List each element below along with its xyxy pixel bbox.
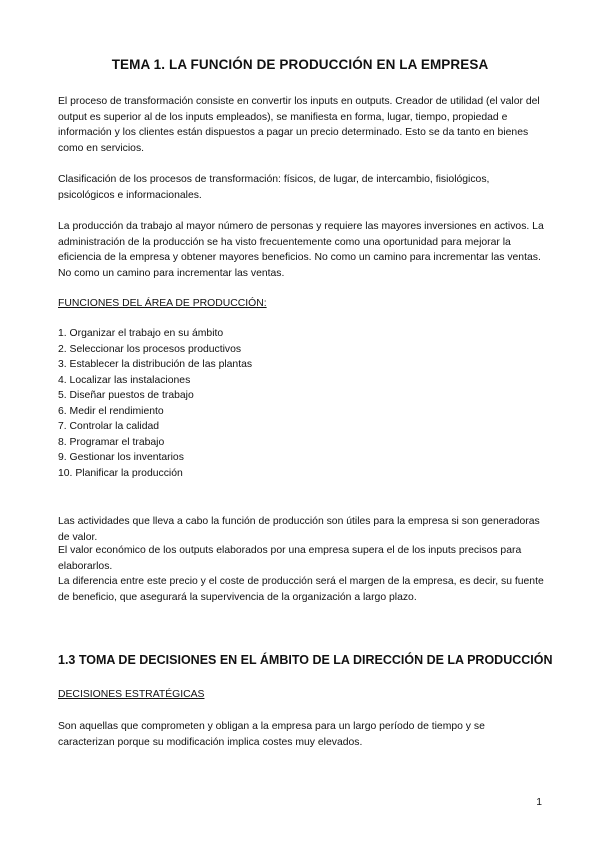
list-item: 10. Planificar la producción xyxy=(58,467,183,479)
value-paragraph: El valor económico de los outputs elaborados por una empresa supera el de los inputs precisos para elaborarlos. xyxy=(58,545,522,572)
list-item: 1. Organizar el trabajo en su ámbito xyxy=(58,328,224,339)
page-title: TEMA 1. LA FUNCIÓN DE PRODUCCIÓN EN LA EMPRESA xyxy=(111,57,489,72)
strategic-heading: DECISIONES ESTRATÉGICAS xyxy=(58,689,205,700)
list-item: 6. Medir el rendimiento xyxy=(58,405,164,417)
list-item: 5. Diseñar puestos de trabajo xyxy=(58,390,194,401)
strategic-paragraph: Son aquellas que comprometen y obligan a la empresa para un largo período de tiempo y se caracterizan porque su modificación implica costes muy elevados. xyxy=(58,721,485,748)
list-item: 9. Gestionar los inventarios xyxy=(58,452,184,463)
list-item: 4. Localizar las instalaciones xyxy=(58,374,191,386)
list-item: 2. Seleccionar los procesos productivos xyxy=(58,343,242,355)
production-paragraph: La producción da trabajo al mayor número de personas y requiere las mayores inversiones en activos. La administración de la producción se ha visto frecuentemente como una oportunidad para mejorar la eficiencia de la empresa y obtener mayores beneficios. No como un camino para incrementar las ventas. No como un camino para incrementar las ventas. xyxy=(58,221,544,279)
functions-heading: FUNCIONES DEL ÁREA DE PRODUCCIÓN: xyxy=(58,298,267,309)
activities-paragraph: Las actividades que lleva a cabo la función de producción son útiles para la empresa si son generadoras de valor. xyxy=(58,516,540,543)
classification-paragraph: Clasificación de los procesos de transformación: físicos, de lugar, de intercambio, fisiológicos, psicológicos e informacionales. xyxy=(58,174,490,201)
list-item: 8. Programar el trabajo xyxy=(58,436,165,448)
margin-paragraph: La diferencia entre este precio y el coste de producción será el margen de la empresa, es decir, su fuente de beneficio, que asegurará la supervivencia de la organización a largo plazo. xyxy=(58,576,544,603)
list-item: 3. Establecer la distribución de las plantas xyxy=(58,359,253,370)
section-heading: 1.3 TOMA DE DECISIONES EN EL ÁMBITO DE LA DIRECCIÓN DE LA PRODUCCIÓN xyxy=(58,653,553,667)
list-item: 7. Controlar la calidad xyxy=(58,421,160,432)
intro-paragraph: El proceso de transformación consiste en convertir los inputs en outputs. Creador de utilidad (el valor del output es superior al de los inputs empleados), se manifiesta en forma, lugar, tiempo, propiedad e información y los clientes están dispuestos a pagar un precio determinado. Esto se da tanto en bienes como en servicios. xyxy=(58,96,540,154)
functions-list xyxy=(58,326,252,481)
page-number: 1 xyxy=(536,797,542,808)
